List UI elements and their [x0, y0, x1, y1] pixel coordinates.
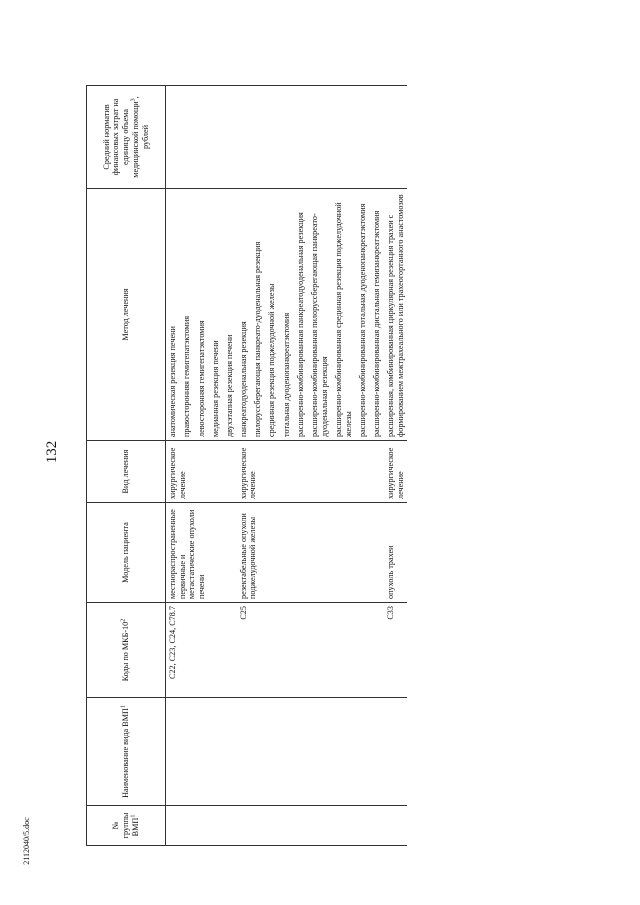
treatment-type-cell: хирургическое лечение [384, 441, 407, 503]
group-no-cell [384, 806, 407, 846]
treatment-method-item: анатомическая резекция печени [168, 326, 177, 437]
treatment-method-item: расширенно-комбинированная панкреатодуоденальная резекция [295, 212, 305, 437]
patient-model-cell: опухоль трахеи [384, 503, 407, 603]
table-header-row [87, 86, 166, 846]
vmp-name-cell [384, 698, 407, 806]
icd-cell: C22, C23, C24, C78.7 [166, 603, 237, 698]
header-treatment-method: Метод лечения [87, 189, 166, 441]
treatment-method-item: двухэтапная резекция печени [225, 334, 235, 437]
vmp-name-cell [166, 698, 237, 806]
header-vmp-name: Наименование вида ВМП$^1$ [87, 698, 166, 806]
treatment-method-cell [384, 189, 407, 441]
treatment-method-item: срединная резекция поджелудочной железы [267, 283, 277, 437]
vmp-table [86, 85, 407, 846]
table-body [166, 86, 408, 846]
icd-cell: C25 [237, 603, 384, 698]
treatment-method-item: медианная резекция печени [210, 340, 220, 437]
header-treatment-type: Вид лечения [87, 441, 166, 503]
treatment-method-item: левосторонняя гемигепатэктомия [196, 320, 206, 437]
cost-cell [237, 86, 384, 189]
treatment-method-cell [166, 189, 237, 441]
treatment-method-item: расширенно-комбинированная дистальная гемипанкреатэктомия [372, 210, 382, 437]
group-no-cell [237, 806, 384, 846]
table-row [384, 86, 407, 846]
vmp-name-cell [237, 698, 384, 806]
header-group-no: № группы ВМП$^1$ [87, 806, 166, 846]
cost-cell [166, 86, 237, 189]
group-no-cell [166, 806, 237, 846]
rotated-table-container [86, 86, 578, 846]
header-patient-model: Модель пациента [87, 503, 166, 603]
table-row [166, 86, 237, 846]
header-cost-norm: Средний норматив финансовых затрат на единицу объема медицинской помощи$^3$, рублей [87, 86, 166, 189]
header-icd-codes: Коды по МКБ-$10^2$ [87, 603, 166, 698]
patient-model-cell: местнораспространенные первичные и метастатические опухоли печени [166, 503, 237, 603]
cost-cell [384, 86, 407, 189]
icd-cell: C33 [384, 603, 407, 698]
table-row [237, 86, 384, 846]
treatment-method-item: пилоруссберегающая панкреато-дуоденальная резекция [253, 241, 262, 437]
treatment-method-item: расширенно-комбинированная срединная резекция поджелудочной железы [334, 202, 353, 437]
page-number: 132 [44, 440, 60, 464]
treatment-method-item: расширенная, комбинированная циркулярная резекция трахеи с формированием межтрахеального или трахеогортанного анастомозов [385, 194, 405, 437]
treatment-method-item: правосторонняя гемигепатэктомия [182, 316, 192, 437]
treatment-method-item: панкреатодуоденальная резекция [238, 321, 248, 437]
treatment-method-item: расширенно-комбинированная тотальная дуоденопанкреатэктомия [357, 203, 367, 437]
treatment-method-item: тотальная дуоденопанкреатэктомия [281, 312, 291, 437]
treatment-method-cell [237, 189, 384, 441]
treatment-type-cell: хирургическое лечение [166, 441, 237, 503]
file-reference: 2112040/5.doc [22, 817, 31, 865]
treatment-method-item: расширенно-комбинированная пилоруссберегающая панкреато-дуоденальная резекция [310, 213, 329, 437]
treatment-type-cell: хирургическое лечение [237, 441, 384, 503]
patient-model-cell: резектабельные опухоли поджелудочной железы [237, 503, 384, 603]
